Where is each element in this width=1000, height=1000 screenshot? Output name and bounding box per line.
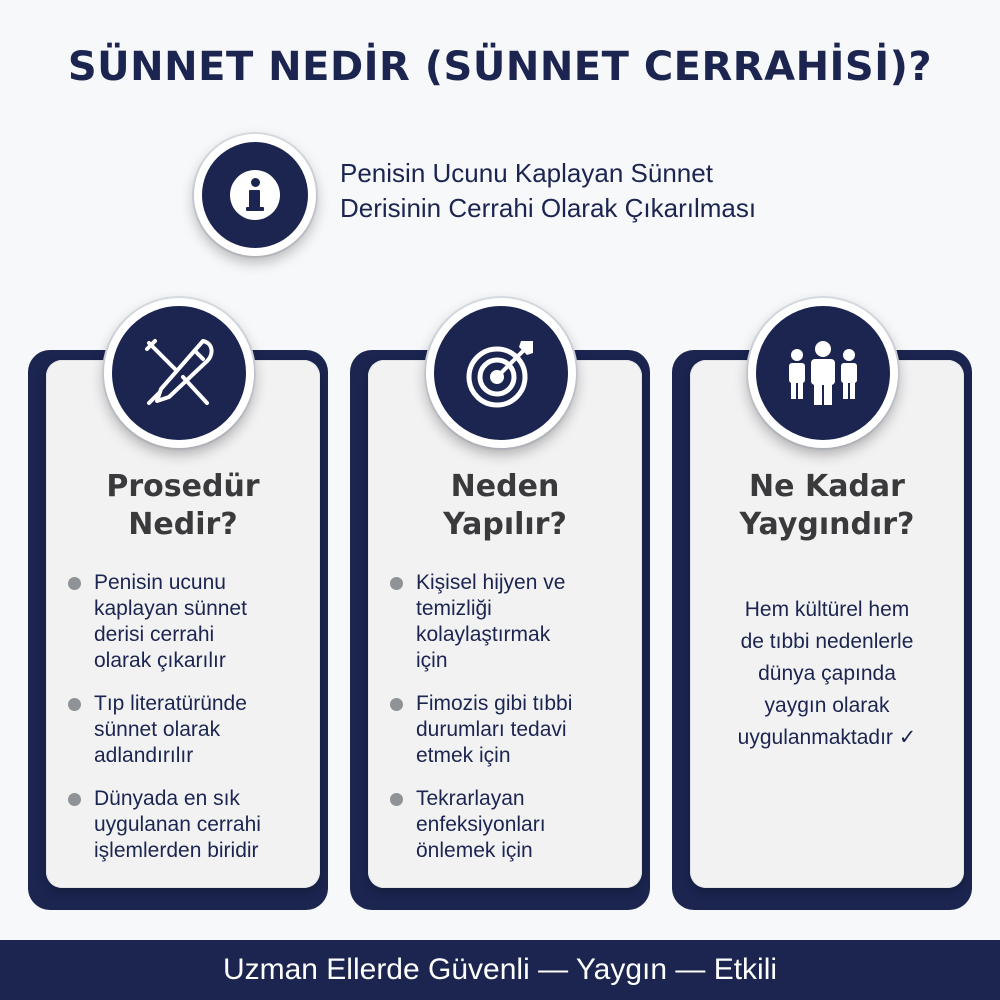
bullet-dot-icon	[390, 577, 403, 590]
card-prevalence	[672, 350, 972, 910]
info-icon	[230, 170, 280, 220]
target-arrow-icon	[461, 333, 541, 413]
bullet-dot-icon	[68, 793, 81, 806]
list-item: Tekrarlayan enfeksiyonları önlemek için	[390, 786, 640, 864]
bullet-dot-icon	[68, 577, 81, 590]
bullet-dot-icon	[68, 698, 81, 711]
list-item: Fimozis gibi tıbbi durumları tedavi etmek için	[390, 691, 640, 769]
list-item: Tıp literatüründe sünnet olarak adlandırılır	[68, 691, 318, 769]
footer-banner: Uzman Ellerde Güvenli — Yaygın — Etkili	[0, 940, 1000, 1000]
intro-line-2: Derisinin Cerrahi Olarak Çıkarılması	[340, 193, 757, 223]
bullet-dot-icon	[390, 698, 403, 711]
card-procedure	[28, 350, 328, 910]
list-item: Dünyada en sık uygulanan cerrahi işlemlerden biridir	[68, 786, 318, 864]
card-bullet-list	[390, 570, 640, 881]
scalpel-cross-icon	[139, 333, 219, 413]
card-badge	[748, 298, 898, 448]
card-reason	[350, 350, 650, 910]
bullet-dot-icon	[390, 793, 403, 806]
intro-line-1: Penisin Ucunu Kaplayan Sünnet	[340, 158, 713, 188]
list-item: Kişisel hijyen ve temizliği kolaylaştırmak için	[390, 570, 640, 674]
people-group-icon	[783, 333, 863, 413]
page-title: SÜNNET NEDİR (SÜNNET CERRAHİSİ)?	[67, 44, 933, 90]
card-title: Prosedür Nedir?	[106, 469, 260, 542]
card-badge	[426, 298, 576, 448]
info-badge	[194, 134, 316, 256]
card-title: Neden Yapılır?	[443, 469, 567, 542]
card-bullet-list	[68, 570, 318, 881]
card-title: Ne Kadar Yaygındır?	[739, 469, 915, 542]
list-item: Penisin ucunu kaplayan sünnet derisi cerrahi olarak çıkarılır	[68, 570, 318, 674]
intro-text	[340, 156, 940, 226]
card-badge	[104, 298, 254, 448]
card-note: Hem kültürel hem de tıbbi nedenlerle dünya çapında yaygın olarak uygulanmaktadır ✓	[737, 598, 917, 749]
